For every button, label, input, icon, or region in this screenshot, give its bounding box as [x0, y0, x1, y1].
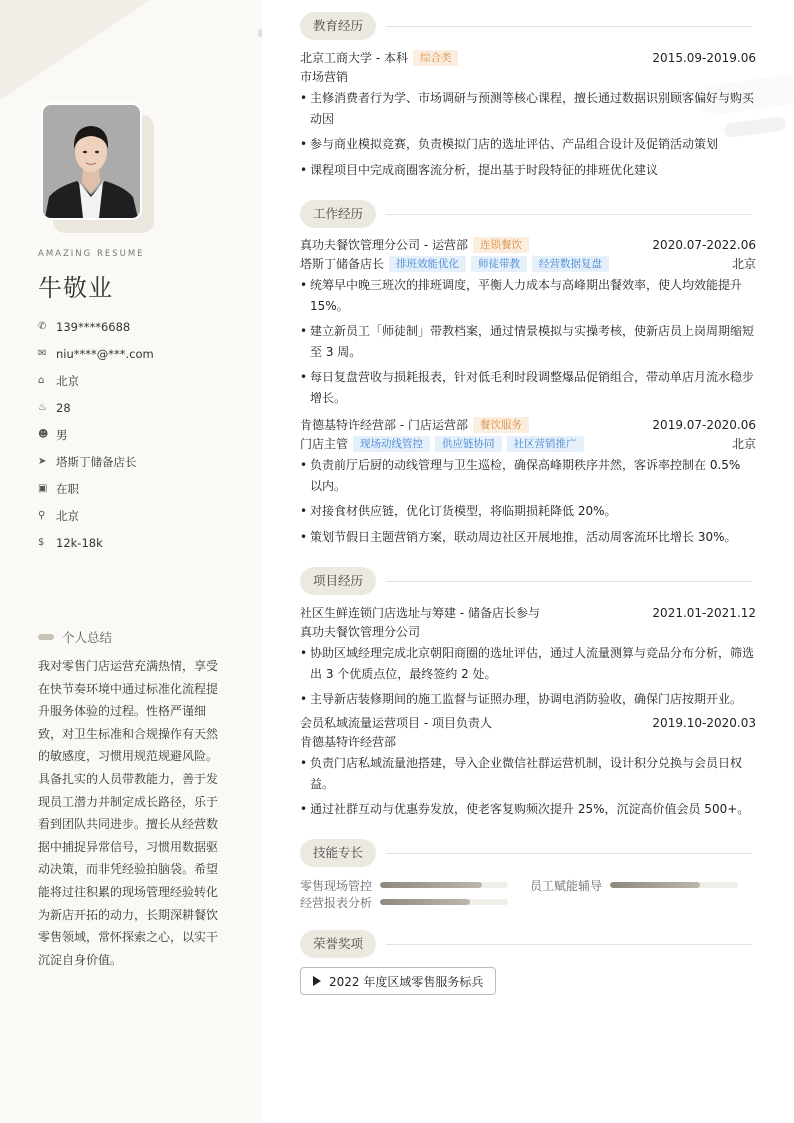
section-title: 教育经历	[300, 12, 376, 40]
honor-label: 2022 年度区域零售服务标兵	[329, 974, 484, 989]
info-value: 男	[56, 427, 68, 442]
cake-icon: ♨	[38, 402, 47, 413]
play-triangle-icon	[313, 976, 321, 986]
candidate-name: 牛敬业	[38, 274, 113, 302]
info-value: 28	[56, 400, 71, 415]
industry-tag: 餐饮服务	[473, 417, 529, 433]
education-entry	[300, 48, 756, 185]
list-item: • 主导新店装修期间的施工监督与证照办理，协调电消防验收，确保门店按期开业。	[300, 689, 756, 710]
work-entry	[300, 415, 756, 552]
education-section-heading	[300, 11, 756, 41]
project-entry	[300, 713, 756, 825]
project-name: 会员私域流量运营项目 - 项目负责人	[300, 716, 492, 730]
section-divider	[386, 853, 752, 854]
resume-tagline: AMAZING RESUME	[38, 249, 145, 259]
avatar-photo	[41, 103, 142, 220]
entry-header	[300, 603, 756, 622]
list-item: • 参与商业模拟竞赛，负责模拟门店的选址评估、产品组合设计及促销活动策划	[300, 134, 756, 155]
info-residence	[38, 367, 248, 394]
school-tag: 综合类	[413, 50, 459, 66]
sidebar	[0, 0, 262, 1123]
home-icon: ⌂	[38, 375, 45, 386]
send-icon: ➤	[38, 456, 47, 467]
skill-level-fill	[610, 882, 700, 888]
entry-header	[300, 235, 756, 254]
info-value: 塔斯丁储备店长	[56, 454, 137, 469]
info-value: 北京	[56, 508, 79, 523]
info-target-position	[38, 448, 248, 475]
project-entry	[300, 603, 756, 715]
skill-level-bar	[380, 882, 508, 888]
entry-header	[300, 415, 756, 434]
major: 市场营销	[300, 70, 349, 84]
work-entry	[300, 235, 756, 413]
list-item: • 每日复盘营收与损耗报表，针对低毛利时段调整爆品促销组合，带动单店月流水稳步增长。	[300, 367, 756, 408]
skill-item	[530, 876, 738, 894]
work-section-heading	[300, 199, 756, 229]
info-salary	[38, 529, 248, 556]
info-value: niu****@***.com	[56, 346, 154, 361]
list-item: • 主修消费者行为学、市场调研与预测等核心课程，擅长通过数据识别顾客偏好与购买动因	[300, 88, 756, 129]
skill-tag: 经营数据复盘	[532, 256, 609, 272]
list-item: • 协助区域经理完成北京朝阳商圈的选址评估，通过人流量测算与竞品分布分析，筛选出 3 个优质点位，最终签约 2 处。	[300, 643, 756, 684]
info-phone	[38, 313, 248, 340]
info-email	[38, 340, 248, 367]
skill-name: 经营报表分析	[300, 895, 373, 910]
skill-level-bar	[380, 899, 508, 905]
section-divider	[386, 581, 752, 582]
info-value: 139****6688	[56, 319, 131, 334]
entry-city: 北京	[731, 257, 756, 271]
salary-icon: $	[38, 537, 45, 548]
info-gender	[38, 421, 248, 448]
summary-heading-bar	[38, 634, 54, 640]
project-org: 真功夫餐饮管理分公司	[300, 625, 421, 639]
skill-name: 零售现场管控	[300, 878, 373, 893]
entry-bullets	[300, 753, 756, 820]
skill-name: 员工赋能辅导	[530, 878, 603, 893]
job-role: 塔斯丁储备店长	[300, 257, 385, 271]
entry-subheader	[300, 67, 756, 86]
job-role: 门店主管	[300, 437, 349, 451]
entry-bullets	[300, 275, 756, 408]
project-name: 社区生鲜连锁门店选址与筹建 - 储备店长参与	[300, 606, 540, 620]
skill-tag: 排班效能优化	[389, 256, 466, 272]
honors-section-heading	[300, 929, 756, 959]
entry-period: 2019.07-2020.06	[652, 417, 756, 432]
entry-subheader	[300, 254, 756, 273]
skill-level-bar	[610, 882, 738, 888]
entry-subheader	[300, 622, 756, 641]
list-item: • 通过社群互动与优惠券发放，使老客复购频次提升 25%，沉淀高价值会员 500+。	[300, 799, 756, 820]
info-value: 在职	[56, 481, 79, 496]
entry-subheader	[300, 434, 756, 453]
gender-icon: ☻	[38, 429, 49, 440]
section-title: 工作经历	[300, 200, 376, 228]
honor-badge	[300, 967, 496, 995]
entry-subheader	[300, 732, 756, 751]
company-name: 肯德基特许经营部 - 门店运营部	[300, 418, 468, 432]
entry-period: 2019.10-2020.03	[652, 715, 756, 730]
skill-level-fill	[380, 899, 470, 905]
avatar	[41, 103, 154, 233]
summary-heading-label: 个人总结	[62, 630, 113, 645]
mail-icon: ✉	[38, 348, 47, 359]
list-item: • 负责前厅后厨的动线管理与卫生巡检，确保高峰期秩序井然，客诉率控制在 0.5% 以内。	[300, 455, 756, 496]
info-target-city	[38, 502, 248, 529]
school-name: 北京工商大学 - 本科	[300, 51, 408, 65]
section-title: 荣誉奖项	[300, 930, 376, 958]
info-status	[38, 475, 248, 502]
skill-item	[300, 876, 508, 894]
skill-item	[300, 893, 508, 911]
entry-header	[300, 48, 756, 67]
summary-heading	[38, 628, 112, 646]
entry-period: 2015.09-2019.06	[652, 50, 756, 65]
section-divider	[386, 214, 752, 215]
list-item: • 统筹早中晚三班次的排班调度，平衡人力成本与高峰期出餐效率，使人均效能提升15%。	[300, 275, 756, 316]
skill-tag: 社区营销推广	[507, 436, 584, 452]
list-item: • 建立新员工「师徒制」带教档案，通过情景模拟与实操考核，使新店员上岗周期缩短至 3 周。	[300, 321, 756, 362]
info-value: 北京	[56, 373, 79, 388]
skill-tag: 供应链协同	[435, 436, 502, 452]
person-portrait-icon	[43, 105, 140, 218]
skill-tag: 师徒带教	[471, 256, 527, 272]
edge-decoration	[258, 29, 262, 37]
entry-bullets	[300, 455, 756, 547]
skill-tag: 现场动线管控	[353, 436, 430, 452]
section-title: 项目经历	[300, 567, 376, 595]
industry-tag: 连锁餐饮	[473, 237, 529, 253]
list-item: • 对接食材供应链，优化订货模型，将临期损耗降低 20%。	[300, 501, 756, 522]
entry-city: 北京	[731, 437, 756, 451]
entry-period: 2020.07-2022.06	[652, 237, 756, 252]
list-item: • 课程项目中完成商圈客流分析，提出基于时段特征的排班优化建议	[300, 160, 756, 181]
info-age	[38, 394, 248, 421]
corner-decoration	[0, 0, 150, 100]
entry-bullets	[300, 88, 756, 180]
info-value: 12k-18k	[56, 535, 103, 550]
summary-text: 我对零售门店运营充满热情，享受在快节奏环境中通过标准化流程提升服务体验的过程。性格严谨细致，对卫生标准和合规操作有天然的敏感度，习惯用规范规避风险。具备扎实的人员带教能力，善于发现员工潜力并制定成长路径，乐于看到团队共同进步。擅长从经营数据中捕捉异常信号，习惯用数据驱动决策，而非凭经验拍脑袋。希望能将过往积累的现场管理经验转化为新店开拓的动力，长期深耕餐饮零售领域，常怀探索之心，以实干沉淀自身价值。	[38, 659, 219, 967]
list-item: • 负责门店私域流量池搭建，导入企业微信社群运营机制，设计积分兑换与会员日权益。	[300, 753, 756, 794]
projects-section-heading	[300, 566, 756, 596]
section-title: 技能专长	[300, 839, 376, 867]
section-divider	[386, 944, 752, 945]
skills-section-heading	[300, 838, 756, 868]
skill-level-fill	[380, 882, 482, 888]
phone-icon: ✆	[38, 321, 47, 332]
section-divider	[386, 26, 752, 27]
project-org: 肯德基特许经营部	[300, 735, 397, 749]
location-pin-icon: ⚲	[38, 510, 46, 521]
list-item: • 策划节假日主题营销方案，联动周边社区开展地推，活动周客流环比增长 30%。	[300, 527, 756, 548]
entry-period: 2021.01-2021.12	[652, 605, 756, 620]
entry-bullets	[300, 643, 756, 710]
entry-header	[300, 713, 756, 732]
company-name: 真功夫餐饮管理分公司 - 运营部	[300, 238, 468, 252]
briefcase-icon: ▣	[38, 483, 48, 494]
contact-info-list	[38, 313, 248, 556]
